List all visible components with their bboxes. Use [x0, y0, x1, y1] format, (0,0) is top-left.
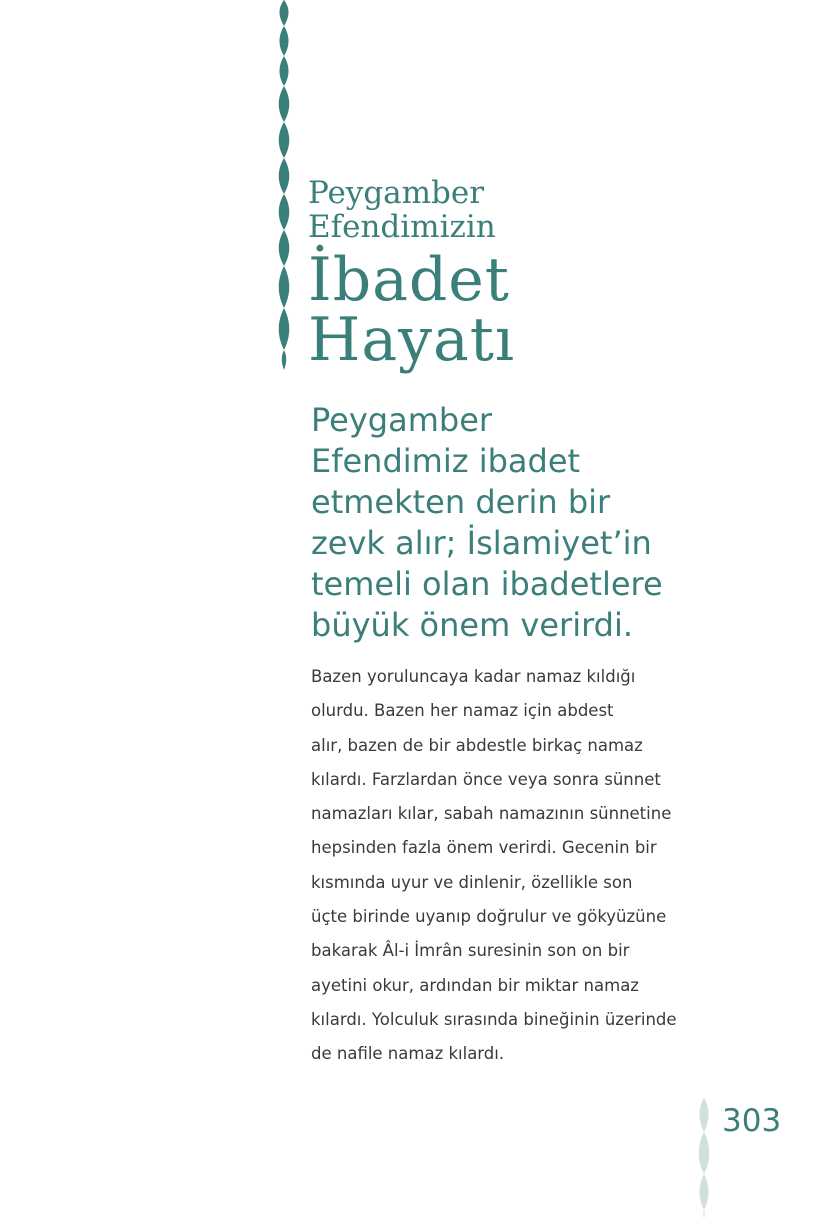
page-title	[308, 175, 516, 375]
lead-line: etmekten derin bir	[311, 483, 611, 521]
body-line: bakarak Âl-i İmrân suresinin son on bir	[311, 941, 630, 961]
page-number: 303	[722, 1103, 782, 1139]
body-line: kısmında uyur ve dinlenir, özellikle son	[311, 872, 633, 892]
lead-line: büyük önem verirdi.	[311, 606, 634, 644]
title-line-3: İbadet	[308, 245, 510, 315]
lead-line: temeli olan ibadetlere	[311, 565, 663, 603]
body-line: de nafile namaz kılardı.	[311, 1044, 505, 1064]
body-line: hepsinden fazla önem verirdi. Gecenin bir	[311, 838, 657, 858]
body-paragraph	[311, 660, 711, 1072]
vertical-wave-ornament-icon	[273, 0, 295, 370]
title-line-4: Hayatı	[308, 305, 516, 375]
body-line: ayetini okur, ardından bir miktar namaz	[311, 975, 639, 995]
lead-line: zevk alır; İslamiyet’in	[311, 524, 652, 562]
page-number-ornament-icon	[693, 1098, 715, 1218]
body-line: kılardı. Yolculuk sırasında bineğinin üzerinde	[311, 1009, 677, 1029]
body-line: üçte birinde uyanıp doğrulur ve gökyüzüne	[311, 907, 667, 927]
body-line: Bazen yoruluncaya kadar namaz kıldığı	[311, 667, 636, 686]
body-line: namazları kılar, sabah namazının sünnetine	[311, 804, 672, 824]
lead-line: Peygamber	[311, 401, 493, 439]
lead-paragraph	[311, 400, 711, 646]
body-line: kılardı. Farzlardan önce veya sonra sünnet	[311, 769, 661, 789]
lead-line: Efendimiz ibadet	[311, 442, 581, 480]
title-line-1: Peygamber	[308, 175, 485, 211]
body-line: olurdu. Bazen her namaz için abdest	[311, 701, 614, 721]
body-line: alır, bazen de bir abdestle birkaç namaz	[311, 735, 643, 755]
title-line-2: Efendimizin	[308, 209, 496, 245]
